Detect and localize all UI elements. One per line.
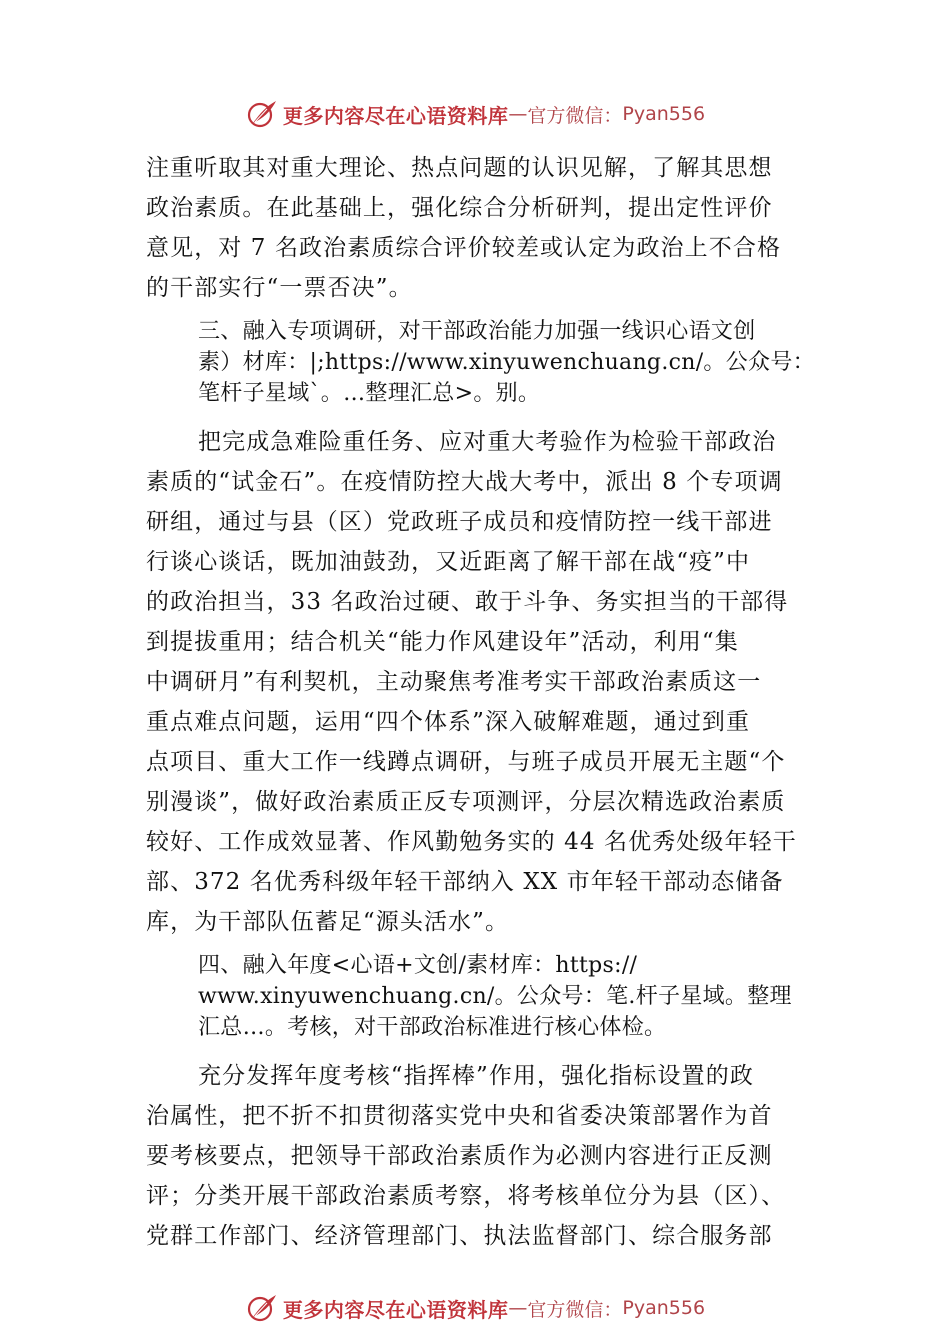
banner-brand: 更多内容尽在心语资料库 <box>282 103 509 128</box>
paragraph-1 <box>146 148 846 308</box>
text-line: 库，为干部队伍蓄足“源头活水”。 <box>146 909 510 935</box>
text-line: 注重听取其对重大理论、热点问题的认识见解，了解其思想 <box>146 155 773 181</box>
banner-dash: — <box>508 1297 528 1319</box>
heading-line: 素）材库：|;https://www.xinyuwenchuang.cn/。公众号： <box>198 350 815 375</box>
text-line: 评；分类开展干部政治素质考察，将考核单位分为县（区）、 <box>146 1183 786 1209</box>
section-heading-4 <box>146 950 846 1043</box>
text-line: 要考核要点，把领导干部政治素质作为必测内容进行正反测 <box>146 1143 773 1169</box>
text-line: 治属性，把不折不扣贯彻落实党中央和省委决策部署作为首 <box>146 1103 773 1129</box>
banner-wechat-label: 官方微信： <box>527 104 623 127</box>
banner-dash: — <box>508 103 528 125</box>
header-banner <box>0 96 950 132</box>
text-line: 到提拔重用；结合机关“能力作风建设年”活动，利用“集 <box>146 629 739 655</box>
text-line: 较好、工作成效显著、作风勤勉务实的 44 名优秀处级年轻干 <box>146 829 797 855</box>
heading-line: 三、融入专项调研，对干部政治能力加强一线识心语文创 <box>198 319 756 344</box>
text-line: 把完成急难险重任务、应对重大考验作为检验干部政治 <box>198 429 777 455</box>
footer-banner <box>0 1290 950 1326</box>
banner-wechat-id: Pyan556 <box>622 103 706 125</box>
document-body <box>146 148 846 1256</box>
text-line: 意见，对 7 名政治素质综合评价较差或认定为政治上不合格 <box>146 235 782 261</box>
paragraph-3 <box>146 1056 846 1256</box>
text-line: 充分发挥年度考核“指挥棒”作用，强化指标设置的政 <box>198 1063 754 1089</box>
text-line: 行谈心谈话，既加油鼓劲，又近距离了解干部在战“疫”中 <box>146 549 751 575</box>
heading-line: 笔杆子星域`。…整理汇总>。别。 <box>198 381 541 406</box>
text-line: 别漫谈”，做好政治素质正反专项测评，分层次精选政治素质 <box>146 789 786 815</box>
text-line: 部、372 名优秀科级年轻干部纳入 XX 市年轻干部动态储备 <box>146 869 784 895</box>
text-line: 政治素质。在此基础上，强化综合分析研判，提出定性评价 <box>146 195 773 221</box>
text-line: 的政治担当，33 名政治过硬、敢于斗争、务实担当的干部得 <box>146 589 789 615</box>
text-line: 党群工作部门、经济管理部门、执法监督部门、综合服务部 <box>146 1223 773 1249</box>
paragraph-2 <box>146 422 846 942</box>
text-line: 的干部实行“一票否决”。 <box>146 275 413 301</box>
feather-circle-logo-icon <box>245 97 279 131</box>
text-line: 点项目、重大工作一线蹲点调研，与班子成员开展无主题“个 <box>146 749 786 775</box>
heading-line: www.xinyuwenchuang.cn/。公众号：笔.杆子星域。整理 <box>198 984 792 1009</box>
banner-brand: 更多内容尽在心语资料库 <box>282 1297 509 1322</box>
banner-wechat-id: Pyan556 <box>622 1297 706 1319</box>
section-heading-3 <box>146 316 846 409</box>
feather-circle-logo-icon <box>245 1291 279 1325</box>
banner-wechat-label: 官方微信： <box>527 1298 623 1321</box>
text-line: 中调研月”有利契机，主动聚焦考准考实干部政治素质这一 <box>146 669 762 695</box>
heading-line: 四、融入年度<心语+文创/素材库：https:// <box>198 953 638 978</box>
text-line: 研组，通过与县（区）党政班子成员和疫情防控一线干部进 <box>146 509 773 535</box>
heading-line: 汇总…。考核，对干部政治标准进行核心体检。 <box>198 1015 667 1040</box>
text-line: 重点难点问题，运用“四个体系”深入破解难题，通过到重 <box>146 709 751 735</box>
text-line: 素质的“试金石”。在疫情防控大战大考中，派出 8 个专项调 <box>146 469 783 495</box>
